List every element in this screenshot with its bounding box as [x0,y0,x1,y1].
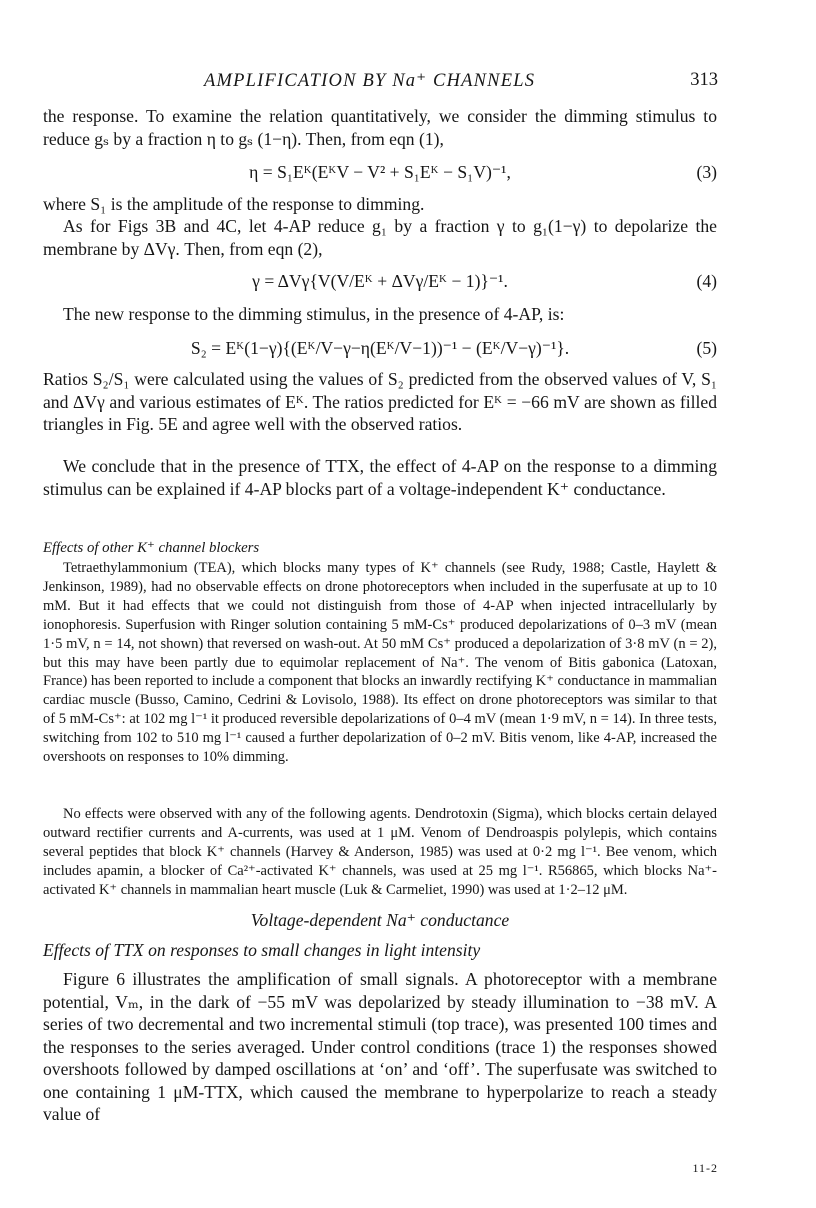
paragraph-s1-definition: where S₁ is the amplitude of the response to dimming. [43,194,425,214]
equation-3 [43,160,717,184]
equation-3-expression: η = S₁Eᴷ(EᴷV − V² + S₁Eᴷ − S₁V)⁻¹, [249,162,511,182]
signature-mark: 11-2 [692,1161,718,1175]
subsection-heading-ttx: Effects of TTX on responses to small changes in light intensity [43,940,481,960]
running-title: AMPLIFICATION BY Na⁺ CHANNELS [204,71,536,91]
section-heading-na-conductance: Voltage-dependent Na⁺ conductance [250,910,510,930]
paragraph-tea-cs-venom: Tetraethylammonium (TEA), which blocks many types of K⁺ channels (see Rudy, 1988; Castle, Haylett & Jenkinson, 1989), had no observable effects on drone photoreceptors when included in the superfusate at up to 10 mM. But it had effects that we could not distinguish from those of 4-AP when injected intracellularly by ionophoresis. Superfusion with Ringer solution containing 5 mM-Cs⁺ produced depolarizations of 0–3 mV (mean 1·5 mV, n = 14, not shown) that reversed on wash-out. At 50 mM Cs⁺ produced a depolarization of 3·8 mV (n = 2), but this may have been partly due to equimolar replacement of Na⁺. The venom of Bitis gabonica (Latoxan, France) has been reported to include a component that blocks an inwardly rectifying K⁺ conductance in mammalian cardiac muscle (Busso, Camino, Cedrini & Lovisolo, 1988). Its effect on drone photoreceptors was similar to that of 5 mM-Cs⁺: at 102 mg l⁻¹ it produced reversible depolarizations of 0–4 mV (mean 1·9 mV, n = 14). In three tests, switching from 102 to 510 mg l⁻¹ caused a further depolarization of 0–2 mV. Bitis venom, like 4-AP, increased the overshoots on responses to 10% dimming. [43,560,717,766]
equation-3-number: (3) [696,162,717,182]
equation-5-number: (5) [696,338,717,358]
section-heading-other-blockers: Effects of other K⁺ channel blockers [43,540,260,556]
equation-4-expression: γ = ΔVγ{V(V/Eᴷ + ΔVγ/Eᴷ − 1)}⁻¹. [252,271,508,291]
running-header [0,70,816,96]
equation-4-number: (4) [696,271,717,291]
equation-5 [43,336,717,360]
equation-4 [43,269,717,293]
equation-5-expression: S₂ = Eᴷ(1−γ){(Eᴷ/V−γ−η(Eᴷ/V−1))⁻¹ − (Eᴷ/V−γ)⁻¹}. [190,338,570,358]
paragraph-conclusion: We conclude that in the presence of TTX, the effect of 4-AP on the response to a dimming stimulus can be explained if 4-AP blocks part of a voltage-independent K⁺ conductance. [43,456,717,499]
paragraph-dimming-relation: the response. To examine the relation quantitatively, we consider the dimming stimulus to reduce gₛ by a fraction η to gₛ (1−η). Then, from eqn (1), [43,106,717,149]
paragraph-ratios: Ratios S₂/S₁ were calculated using the values of S₂ predicted from the observed values of V, S₁ and ΔVγ and various estimates of Eᴷ. The ratios predicted for Eᴷ = −66 mV are shown as filled triangles in Fig. 5E and agree well with the observed ratios. [43,369,717,434]
paragraph-4ap-reduction: As for Figs 3B and 4C, let 4-AP reduce g₁ by a fraction γ to g₁(1−γ) to depolarize the membrane by ΔVγ. Then, from eqn (2), [43,216,717,259]
paragraph-new-response: The new response to the dimming stimulus, in the presence of 4-AP, is: [63,304,565,324]
paragraph-figure-6: Figure 6 illustrates the amplification of small signals. A photoreceptor with a membrane potential, Vₘ, in the dark of −55 mV was depolarized by steady illumination to −38 mV. A series of two decremental and two incremental stimuli (top trace), was presented 100 times and the responses to the series averaged. Under control conditions (trace 1) the responses showed overshoots followed by damped oscillations at ‘on’ and ‘off’. The superfusate was switched to one containing 1 μM-TTX, which caused the membrane to hyperpolarize to reach a steady value of [43,969,717,1124]
paragraph-no-effects: No effects were observed with any of the following agents. Dendrotoxin (Sigma), which blocks certain delayed outward rectifier currents and A-currents, was used at 1 μM. Venom of Dendroaspis polylepis, which contains several peptides that block K⁺ channels (Harvey & Anderson, 1985) was used at 0·2 mg l⁻¹. Bee venom, which includes apamin, a blocker of Ca²⁺-activated K⁺ channels, was used at 25 mg l⁻¹. R56865, which blocks Na⁺-activated K⁺ channels in mammalian heart muscle (Luk & Carmeliet, 1990) was used at 1·2–12 μM. [43,806,717,898]
page-number: 313 [690,70,718,90]
